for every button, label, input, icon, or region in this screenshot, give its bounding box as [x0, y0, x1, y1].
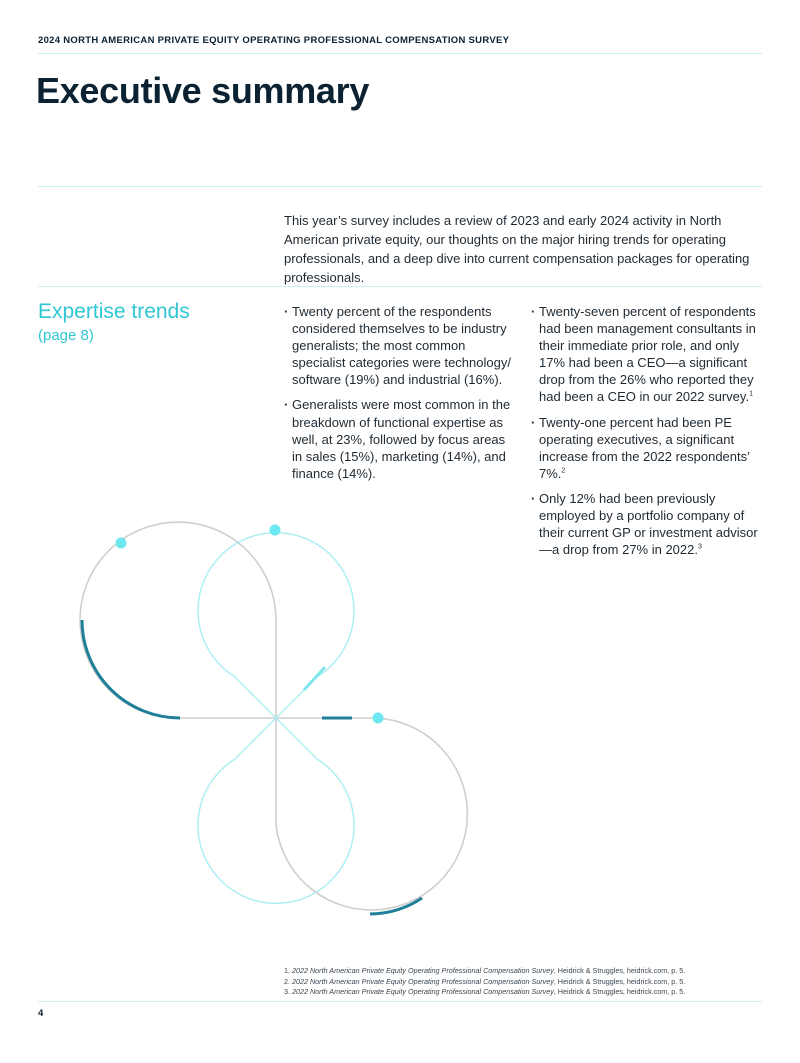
teal-accent-left — [82, 620, 180, 718]
intro-divider — [38, 286, 762, 287]
bullet-item — [284, 396, 516, 481]
footnotes — [284, 966, 764, 998]
bullet-list-right — [531, 303, 761, 566]
grey-loop-upper — [80, 522, 276, 825]
footnote-ref: 3 — [697, 543, 702, 551]
bullet-text: Twenty-one percent had been PE operating executives, a significant increase from the 2022 respondents’ 7%. — [539, 414, 750, 481]
title-divider — [38, 186, 762, 187]
intro-paragraph: This year’s survey includes a review of 2023 and early 2024 activity in North American private equity, our thoughts on the major hiring trends for operating professionals, and a deep dive into current compensation packages for operating professionals. — [284, 213, 750, 285]
footnote-item — [284, 987, 764, 998]
footnote-ref: 1 — [749, 391, 753, 399]
footnote-number: 1. — [284, 966, 290, 975]
footnote-number: 3. — [284, 987, 290, 996]
cyan-dot — [270, 525, 281, 536]
footnote-source: , Heidrick & Struggles, heidrick.com, p. 5. — [553, 966, 686, 975]
footer-divider — [38, 1001, 762, 1002]
header-divider — [38, 53, 762, 54]
bullet-text: Generalists were most common in the breakdown of functional expertise as well, at 23%, followed by focus areas in sales (15%), marketing (14%), and finance (14%). — [292, 397, 511, 481]
bullet-item — [531, 303, 761, 406]
bullet-item — [284, 303, 516, 388]
page-number: 4 — [38, 1008, 44, 1019]
footnote-number: 2. — [284, 976, 290, 986]
grey-loop-lower — [180, 718, 467, 910]
bullet-text: Twenty-seven percent of respondents had been management consultants in their immediate prior role, and only 17% had been a CEO—a significant drop from the 26% who reported they had been a CEO in our 2022 survey. — [539, 304, 756, 405]
cyan-dot — [373, 713, 384, 724]
section-title: Expertise trends — [38, 300, 190, 323]
decorative-loop-graphic — [0, 500, 520, 930]
bullet-text: Only 12% had been previously employed by a portfolio company of their current GP or investment advisor—a drop from 27% in 2022. — [539, 490, 758, 558]
bullet-text: Twenty percent of the respondents considered themselves to be industry generalists; the most common specialist categories were technology/ software (19%) and industrial (16%). — [292, 304, 511, 388]
section-page-ref: (page 8) — [38, 327, 94, 344]
footnote-item — [284, 966, 764, 977]
bullet-item — [531, 414, 761, 482]
footnote-title: 2022 North American Private Equity Operating Professional Compensation Survey — [292, 966, 554, 975]
footnote-source: , Heidrick & Struggles, heidrick.com, p. 5. — [553, 987, 686, 996]
footnote-ref: 2 — [561, 467, 566, 475]
footnote-title: 2022 North American Private Equity Operating Professional Compensation Survey — [292, 987, 554, 996]
bullet-list-left — [284, 303, 516, 490]
footnote-item — [284, 977, 764, 988]
running-header: 2024 NORTH AMERICAN PRIVATE EQUITY OPERATING PROFESSIONAL COMPENSATION SURVEY — [38, 35, 510, 46]
cyan-dot — [116, 538, 127, 549]
footnote-title: 2022 North American Private Equity Operating Professional Compensation Survey — [292, 976, 554, 986]
footnote-source: , Heidrick & Struggles, heidrick.com, p. 5. — [553, 976, 686, 986]
page-title: Executive summary — [36, 70, 370, 111]
bullet-item — [531, 490, 761, 558]
cyan-accent-diagonal — [304, 667, 325, 690]
